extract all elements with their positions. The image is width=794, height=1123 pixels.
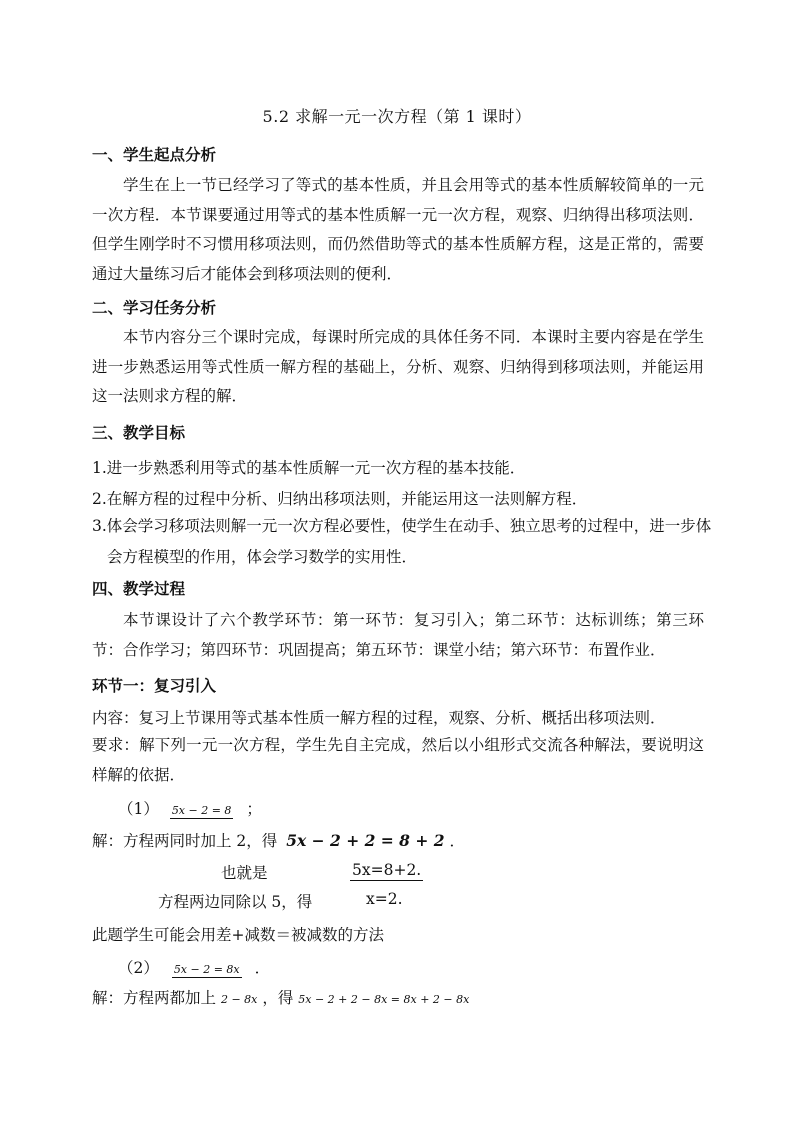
section-heading-teaching-goals: 三、教学目标 [92,424,186,442]
section-paragraph-task-analysis: 本节内容分三个课时完成，每课时所完成的具体任务不同．本课时主要内容是在学生进一步熟悉运用等式性质一解方程的基础上，分析、观察、归纳得到移项法则，并能运用这一法则求方程的解． [92,328,704,405]
example-2-solution-text: 解：方程两都加上 [92,989,217,1007]
example-1-divide-equation: x=2. [366,890,403,908]
step-heading-review: 环节一：复习引入 [92,677,217,695]
example-2-solution-add: 2 − 8x [220,993,258,1006]
example-2-solution [92,986,469,1008]
section-heading-teaching-process: 四、教学过程 [92,580,186,598]
goal-item-1: 1.进一步熟悉利用等式的基本性质解一元一次方程的基本技能． [92,459,526,477]
step-requirement: 要求：解下列一元一次方程，学生先自主完成，然后以小组形式交流各种解法，要说明这样解的依据． [92,736,704,784]
section-heading-task-analysis: 二、学习任务分析 [92,299,217,317]
example-1-equation: 5x − 2 = 8 [171,804,232,817]
example-2-tail: ． [254,959,271,977]
page-title: 5.2 求解一元一次方程（第 1 课时） [262,107,532,126]
example-1-tail: ； [246,800,262,818]
example-1-solution [92,829,465,851]
goal-item-3: 3.体会学习移项法则解一元一次方程必要性，使学生在动手、独立思考的过程中，进一步体会方程模型的作用，体会学习数学的实用性． [92,517,712,566]
example-1-number: （1） [118,800,159,818]
goal-item-2: 2.在解方程的过程中分析、归纳出移项法则，并能运用这一法则解方程． [92,490,588,508]
example-1-solution-equation: 5x − 2 + 2 = 8 + 2 [286,831,445,850]
example-1-also-label: 也就是 [221,864,268,882]
section-paragraph-teaching-process: 本节课设计了六个教学环节：第一环节：复习引入；第二环节：达标训练；第三环节：合作学习；第四环节：巩固提高；第五环节：课堂小结；第六环节：布置作业． [92,611,704,659]
example-1 [118,797,262,819]
example-1-also-equation: 5x=8+2. [352,861,422,879]
example-2-number: （2） [118,959,159,977]
section-heading-student-analysis: 一、学生起点分析 [92,146,217,164]
example-1-solution-end: ． [449,832,465,850]
step-content: 内容：复习上节课用等式基本性质一解方程的过程，观察、分析、概括出移项法则． [92,709,666,727]
example-1-solution-text: 解：方程两同时加上 2，得 [92,832,278,850]
example-2 [118,956,270,978]
example-2-solution-equation: 5x − 2 + 2 − 8x = 8x + 2 − 8x [298,993,470,1006]
example-2-equation: 5x − 2 = 8x [173,963,240,976]
section-paragraph-student-analysis: 学生在上一节已经学习了等式的基本性质，并且会用等式的基本性质解较简单的一元一次方程．本节课要通过用等式的基本性质解一元一次方程，观察、归纳得出移项法则．但学生刚学时不习惯用移项法则，而仍然借助等式的基本性质解方程，这是正常的，需要通过大量练习后才能体会到移项法则的便利． [92,176,704,283]
example-2-solution-mid: ，得 [262,989,294,1007]
method-note: 此题学生可能会用差+减数＝被减数的方法 [92,926,384,944]
example-1-divide-label: 方程两边同除以 5，得 [158,893,313,911]
